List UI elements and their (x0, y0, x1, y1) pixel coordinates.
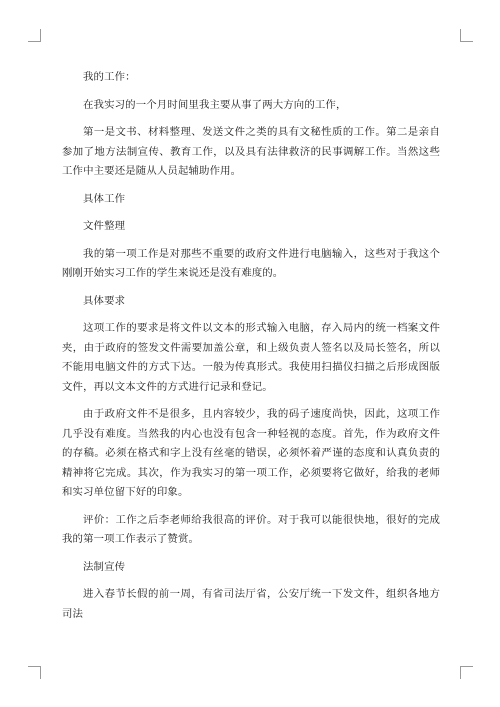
file-organizing-paragraph: 我的第一项工作是对那些不重要的政府文件进行电脑输入，这些对于我这个刚刚开始实习工作的学生来说还是没有难度的。 (62, 247, 440, 279)
evaluation-paragraph: 评价：工作之后李老师给我很高的评价。对于我可以能很快地，很好的完成我的第一项工作表示了赞赏。 (62, 513, 440, 545)
section-heading-file-organizing: 文件整理 (83, 220, 126, 232)
document-body (62, 68, 440, 632)
section-heading-specific-work: 具体工作 (83, 192, 126, 205)
section-heading-my-work: 我的工作： (83, 71, 136, 83)
attitude-paragraph: 由于政府文件不是很多，且内容较少，我的码子速度尚快，因此，这项工作几乎没有难度。当然我的内心也没有包含一种轻视的态度。首先，作为政府文件的存稿。必须在格式和字上没有丝毫的错误，必须怀着严谨的态度和认真负责的精神将它完成。其次，作为我实习的第一项工作，必须要将它做好，给我的老师和实习单位留下好的印象。 (62, 408, 440, 498)
section-heading-legal-publicity: 法制宣传 (83, 560, 126, 573)
intro-paragraph: 在我实习的一个月时间里我主要从事了两大方向的工作， (83, 98, 347, 111)
legal-publicity-paragraph: 进入春节长假的前一周，有省司法厅省，公安厅统一下发文件，组织各地方司法 (62, 588, 440, 620)
overview-paragraph: 第一是文书、材料整理、发送文件之类的具有文秘性质的工作。第二是亲自参加了地方法制宣传、教育工作，以及具有法律救济的民事调解工作。当然这些工作中主要还是随从人员起辅助作用。 (62, 126, 440, 177)
section-heading-requirements: 具体要求 (83, 294, 126, 307)
crop-mark-bottom-left (28, 666, 41, 679)
crop-mark-bottom-right (460, 666, 473, 679)
crop-mark-top-left (28, 29, 41, 42)
requirements-paragraph: 这项工作的要求是将文件以文本的形式输入电脑，存入局内的统一档案文件夹，由于政府的签发文件需要加盖公章，和上级负责人签名以及局长签名，所以不能用电脑文件的方式下达。一般为传真形式。我使用扫描仪扫描之后形成图版文件，再以文本文件的方式进行记录和登记。 (62, 322, 440, 393)
crop-mark-top-right (460, 29, 473, 42)
